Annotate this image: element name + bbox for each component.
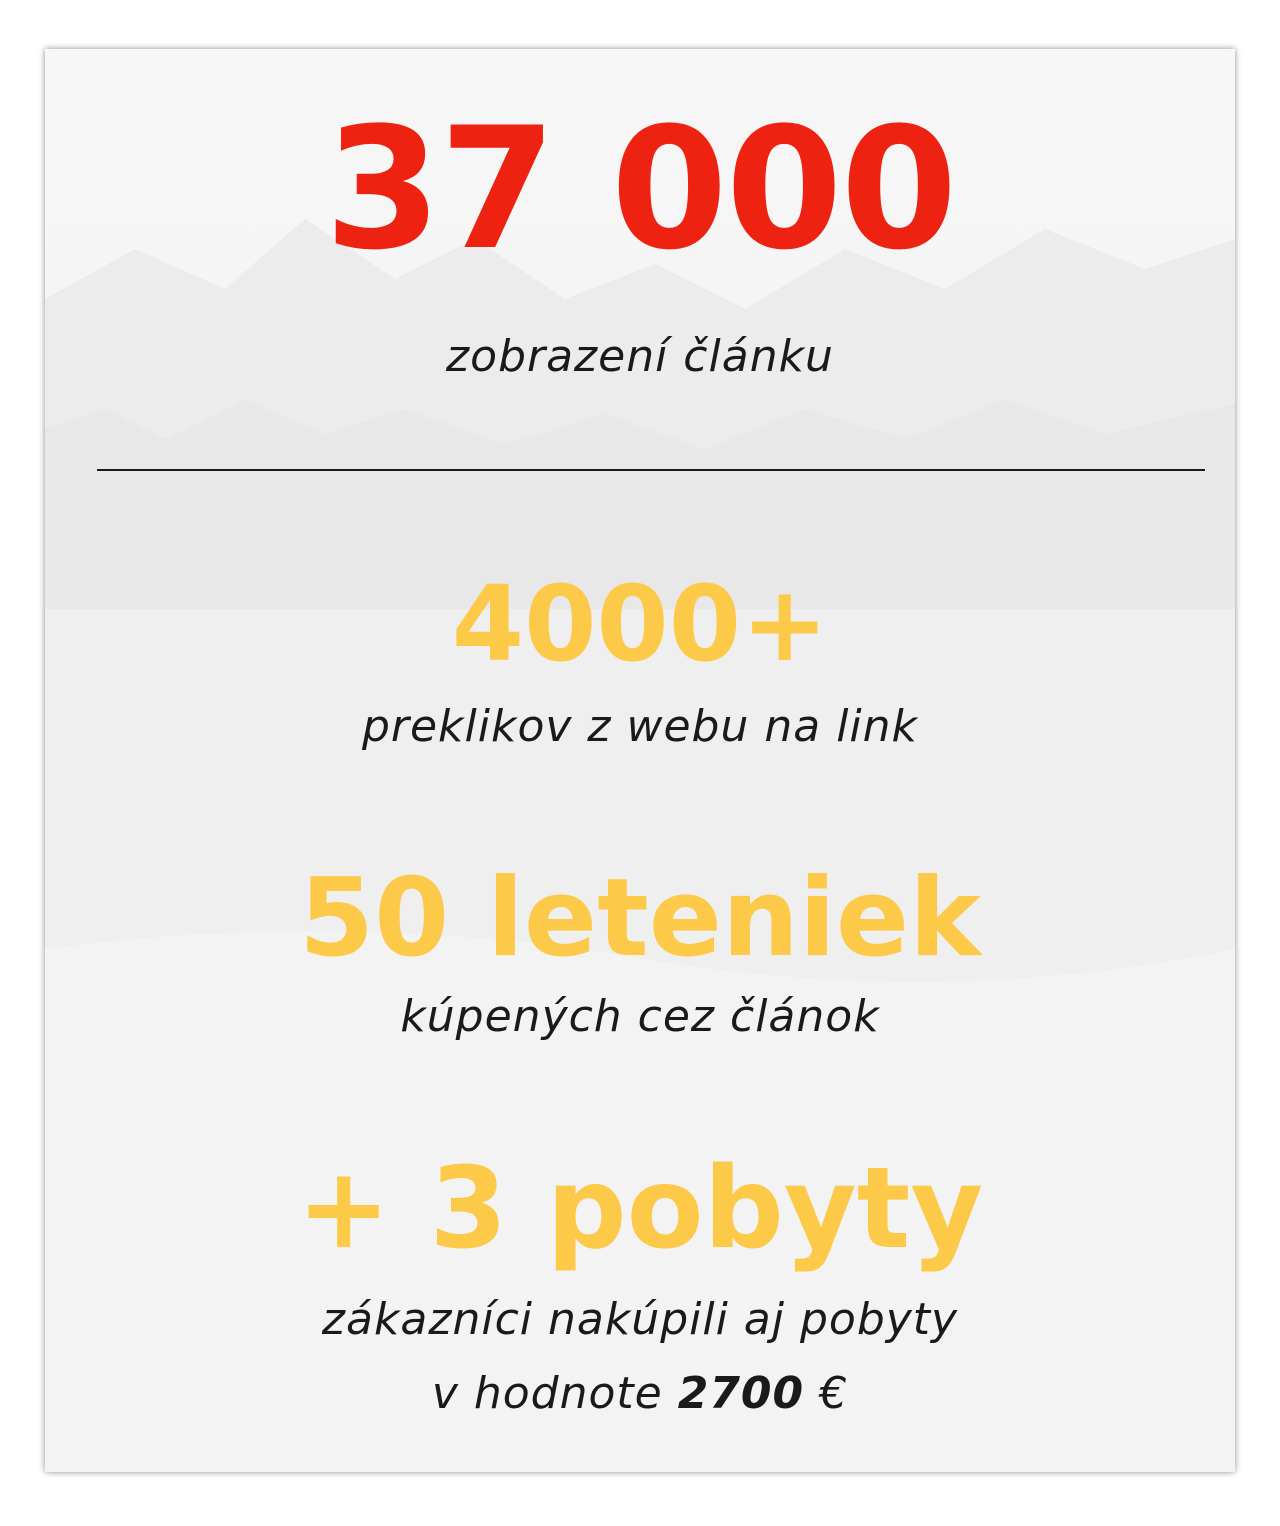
clicks-label: preklikov z webu na link <box>361 701 919 752</box>
stats-content <box>45 49 1235 1472</box>
clicks-value: 4000+ <box>451 563 829 685</box>
section-divider <box>97 469 1205 471</box>
views-label: zobrazení článku <box>446 331 834 382</box>
stays-amount: 2700 <box>677 1368 805 1419</box>
tickets-label: kúpených cez článok <box>400 991 880 1042</box>
stays-currency: € <box>819 1368 849 1419</box>
stays-label-prefix: v hodnote <box>431 1368 663 1419</box>
views-value: 37 000 <box>324 91 956 287</box>
stats-card <box>45 49 1235 1472</box>
stays-label-line2 <box>45 1365 1235 1423</box>
tickets-value: 50 leteniek <box>298 856 981 981</box>
stays-label-line1: zákazníci nakúpili aj pobyty <box>321 1294 959 1345</box>
stays-value: + 3 pobyty <box>296 1144 984 1274</box>
